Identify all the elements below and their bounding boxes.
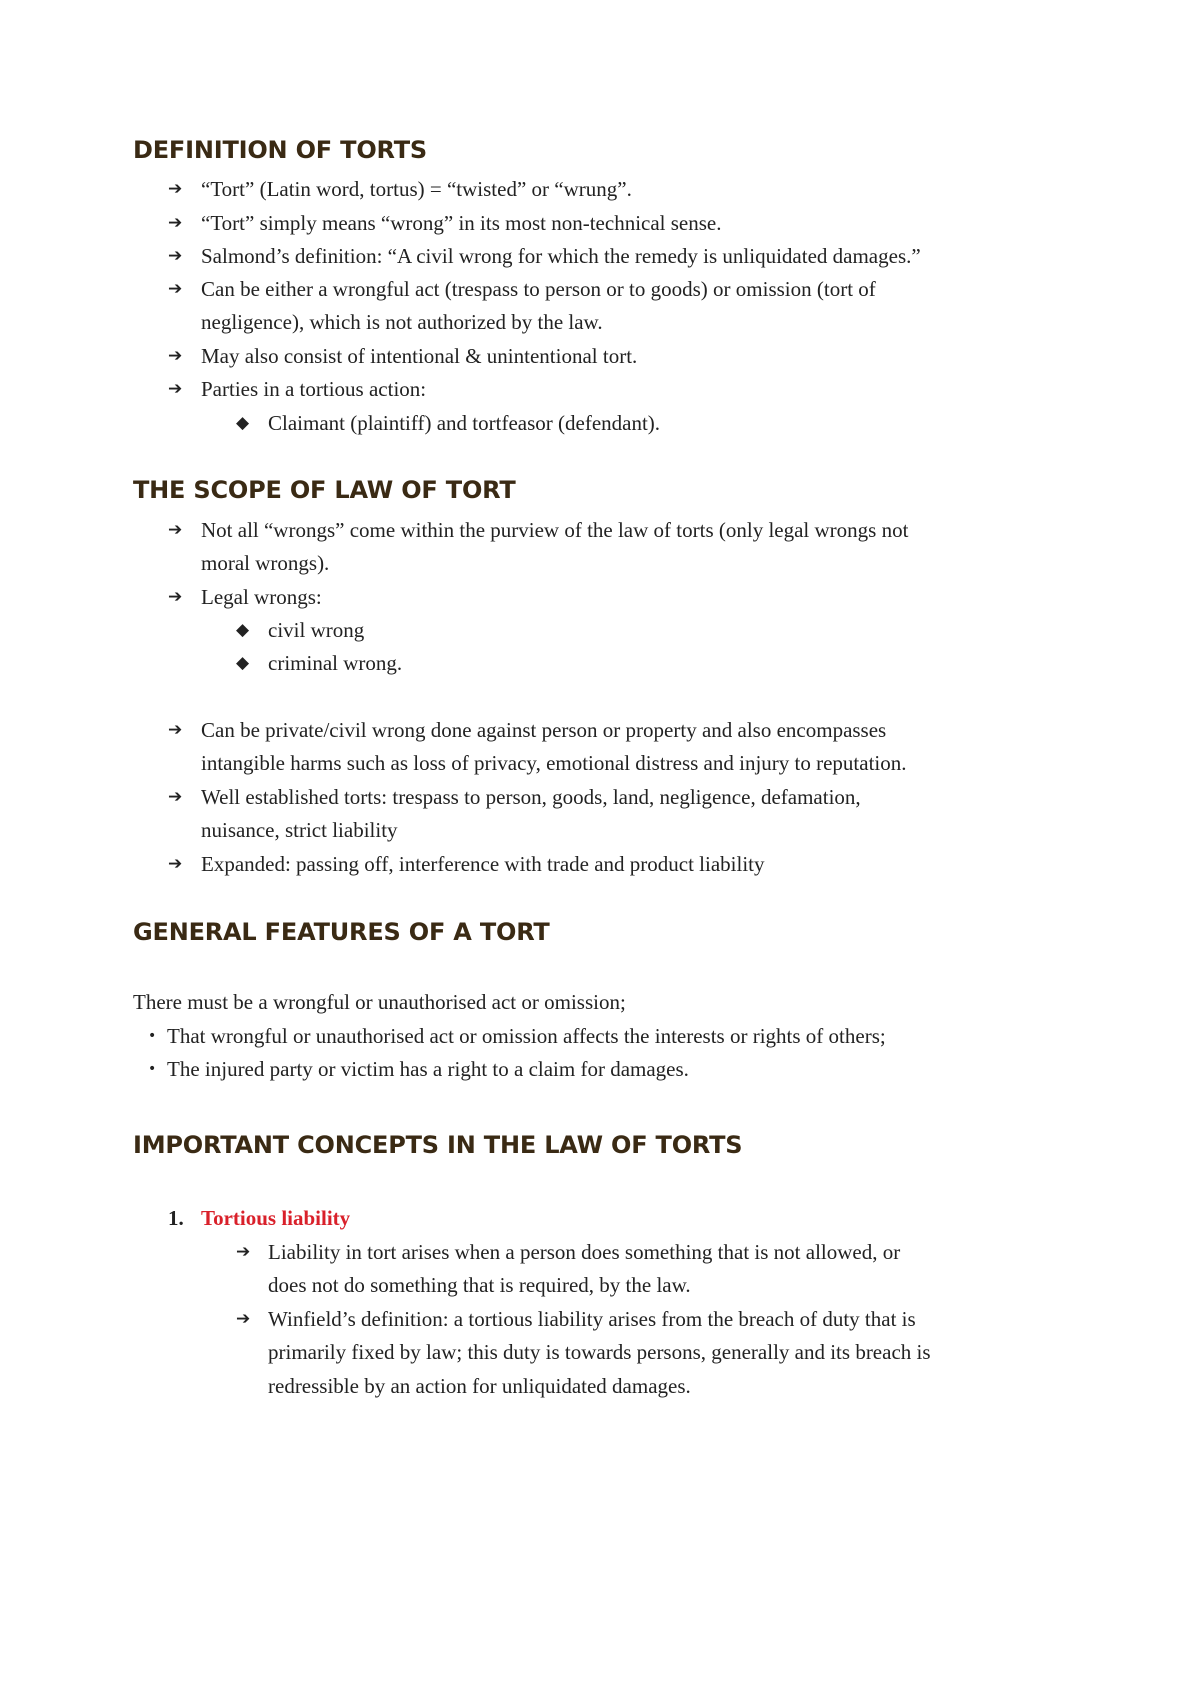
list-item-text: Well established torts: trespass to person, goods, land, negligence, defamation, [201,785,861,809]
arrow-bullet-icon: ➔ [168,520,183,540]
heading-definition-of-torts: DEFINITION OF TORTS [133,136,427,164]
list-item-text: May also consist of intentional & unintentional tort. [201,344,638,368]
list-item-text: nuisance, strict liability [201,818,398,842]
list-item-text: Not all “wrongs” come within the purview of the law of torts (only legal wrongs not [201,518,909,542]
list-item-text: Parties in a tortious action: [201,377,427,401]
arrow-bullet-icon: ➔ [168,179,183,199]
heading-scope-of-law-of-tort: THE SCOPE OF LAW OF TORT [133,476,516,504]
list-item-text: negligence), which is not authorized by the law. [201,310,603,334]
list-item-text: primarily fixed by law; this duty is towards persons, generally and its breach is [268,1340,931,1364]
arrow-bullet-icon: ➔ [168,787,183,807]
heading-important-concepts: IMPORTANT CONCEPTS IN THE LAW OF TORTS [133,1131,743,1159]
heading-general-features: GENERAL FEATURES OF A TORT [133,918,550,946]
list-item-text: criminal wrong. [268,651,403,675]
arrow-bullet-icon: ➔ [236,1242,251,1262]
list-item-text: Salmond’s definition: “A civil wrong for which the remedy is unliquidated damages.” [201,244,921,268]
concept-title: Tortious liability [201,1206,351,1230]
list-item-text: Liability in tort arises when a person does something that is not allowed, or [268,1240,901,1264]
list-item-text: Winfield’s definition: a tortious liability arises from the breach of duty that is [268,1307,916,1331]
paragraph-text: There must be a wrongful or unauthorised act or omission; [133,990,626,1014]
dot-bullet-icon: • [148,1061,157,1077]
list-item-text: Can be private/civil wrong done against person or property and also encompasses [201,718,887,742]
list-item-text: Claimant (plaintiff) and tortfeasor (defendant). [268,411,661,435]
arrow-bullet-icon: ➔ [168,379,183,399]
list-item-text: moral wrongs). [201,551,330,575]
list-item-text: redressible by an action for unliquidated damages. [268,1374,691,1398]
list-item-text: intangible harms such as loss of privacy, emotional distress and injury to reputation. [201,751,907,775]
list-item-text: That wrongful or unauthorised act or omission affects the interests or rights of others; [167,1024,886,1048]
item-number: 1. [168,1206,184,1230]
arrow-bullet-icon: ➔ [168,720,183,740]
list-item-text: Expanded: passing off, interference with trade and product liability [201,852,765,876]
dot-bullet-icon: • [148,1028,157,1044]
diamond-bullet-icon: ◆ [236,413,250,433]
diamond-bullet-icon: ◆ [236,653,250,673]
list-item-text: Can be either a wrongful act (trespass to person or to goods) or omission (tort of [201,277,876,301]
arrow-bullet-icon: ➔ [168,346,183,366]
arrow-bullet-icon: ➔ [168,246,183,266]
list-item-text: “Tort” (Latin word, tortus) = “twisted” or “wrung”. [201,177,632,201]
diamond-bullet-icon: ◆ [236,620,250,640]
list-item-text: does not do something that is required, by the law. [268,1273,691,1297]
arrow-bullet-icon: ➔ [168,854,183,874]
list-item-text: Legal wrongs: [201,585,322,609]
arrow-bullet-icon: ➔ [168,213,183,233]
arrow-bullet-icon: ➔ [236,1309,251,1329]
list-item-text: The injured party or victim has a right to a claim for damages. [167,1057,689,1081]
arrow-bullet-icon: ➔ [168,587,183,607]
list-item-text: “Tort” simply means “wrong” in its most non-technical sense. [201,211,722,235]
list-item-text: civil wrong [268,618,365,642]
arrow-bullet-icon: ➔ [168,279,183,299]
